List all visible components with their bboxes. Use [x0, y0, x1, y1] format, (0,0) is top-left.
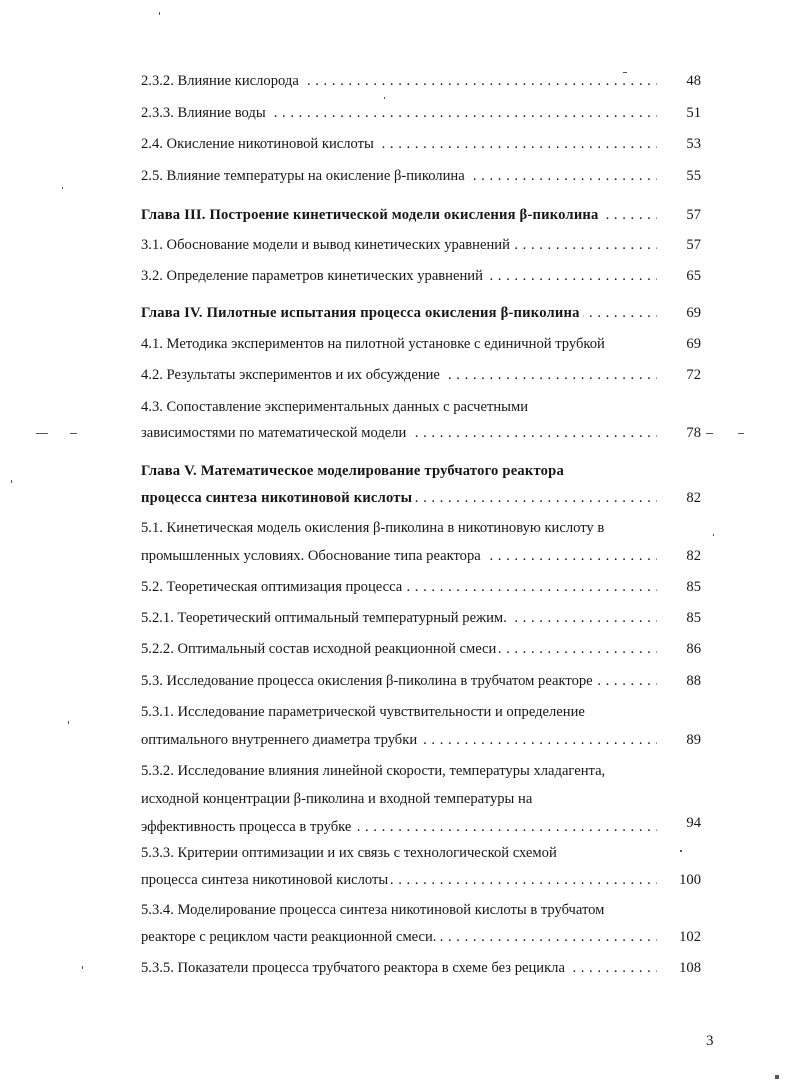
- toc-chapter-heading: . . . Глава IV. Пилотные испытания процесса окисления β-пиколина 69: [141, 302, 701, 324]
- toc-page-number: 78: [657, 422, 701, 444]
- scan-speck: [62, 187, 63, 189]
- page-number: 3: [706, 1033, 714, 1049]
- scan-speck: [68, 721, 69, 724]
- toc-entry: . . . 5.2.1. Теоретический оптимальный температурный режим. 85: [141, 607, 701, 629]
- toc-page-number: 100: [657, 869, 701, 891]
- toc-page-number: 88: [657, 670, 701, 692]
- toc-entry: 5.1. Кинетическая модель окисления β-пиколина в никотиновую кислоту в: [141, 517, 701, 539]
- toc-page-number: 51: [657, 102, 701, 124]
- toc-page-number: 89: [657, 729, 701, 751]
- toc-page-number: 69: [657, 302, 701, 324]
- toc-page-number: 53: [657, 133, 701, 155]
- toc-entry-continued: исходной концентрации β-пиколина и входной температуры на: [141, 788, 701, 810]
- toc-entry: 5.3.2. Исследование влияния линейной скорости, температуры хладагента,: [141, 760, 701, 782]
- toc-page-number: 55: [657, 165, 701, 187]
- scan-speck: [775, 1075, 779, 1079]
- toc-chapter-heading: . . . Глава III. Построение кинетической модели окисления β-пиколина 57: [141, 204, 701, 226]
- toc-entry: 4.3. Сопоставление экспериментальных данных с расчетными: [141, 396, 701, 418]
- scan-speck: [738, 433, 744, 434]
- toc-entry: . . . 3.2. Определение параметров кинетических уравнений 65: [141, 265, 701, 287]
- toc-entry: . . . 2.4. Окисление никотиновой кислоты 53: [141, 133, 701, 155]
- toc-entry-continued: . . . эффективность процесса в трубке 94: [141, 816, 701, 838]
- toc-entry: 5.3.3. Критерии оптимизации и их связь с технологической схемой: [141, 842, 701, 864]
- toc-entry: 5.3.4. Моделирование процесса синтеза никотиновой кислоты в трубчатом: [141, 899, 701, 921]
- scan-speck: [82, 966, 83, 969]
- toc-page-number: 57: [657, 234, 701, 256]
- toc-entry: . . . 5.3. Исследование процесса окисления β-пиколина в трубчатом реакторе 88: [141, 670, 701, 692]
- toc-entry: . . . 2.3.2. Влияние кислорода 48: [141, 70, 701, 92]
- toc-page-number: 82: [657, 545, 701, 567]
- toc-entry-continued: . . . зависимостями по математической модели 78: [141, 422, 701, 444]
- scan-speck: [384, 97, 385, 99]
- toc-page-number: 48: [657, 70, 701, 92]
- toc-page-number: 82: [657, 487, 701, 509]
- toc-entry: . . . 2.3.3. Влияние воды 51: [141, 102, 701, 124]
- toc-page-number: 102: [657, 926, 701, 948]
- toc-entry: . . . 4.2. Результаты экспериментов и их обсуждение 72: [141, 364, 701, 386]
- scan-speck: [713, 534, 714, 536]
- scan-speck: [36, 433, 48, 434]
- toc-page-number: 69: [657, 333, 701, 355]
- toc-page-number: 72: [657, 364, 701, 386]
- toc-chapter-heading-continued: . . . процесса синтеза никотиновой кислоты 82: [141, 487, 701, 509]
- toc-entry-continued: . . . реакторе с рециклом части реакционной смеси. 102: [141, 926, 701, 948]
- toc-page-number: 108: [657, 957, 701, 979]
- toc-entry: . . . 5.2. Теоретическая оптимизация процесса 85: [141, 576, 701, 598]
- scan-speck: [159, 12, 160, 15]
- scan-speck: [11, 480, 12, 483]
- scan-speck: [70, 433, 77, 434]
- toc-page-number: 65: [657, 265, 701, 287]
- toc-page-number: 86: [657, 638, 701, 660]
- toc-entry: . . . 3.1. Обоснование модели и вывод кинетических уравнений 57: [141, 234, 701, 256]
- scan-speck: [623, 72, 627, 73]
- toc-page-number: 85: [657, 607, 701, 629]
- toc-page-number: 85: [657, 576, 701, 598]
- toc-entry: 4.1. Методика экспериментов на пилотной установке с единичной трубкой 69: [141, 333, 701, 355]
- toc-entry-continued: . . . промышленных условиях. Обоснование типа реактора 82: [141, 545, 701, 567]
- toc-page-number: 57: [657, 204, 701, 226]
- toc-chapter-heading: Глава V. Математическое моделирование трубчатого реактора: [141, 460, 701, 482]
- toc-entry: . . . 5.2.2. Оптимальный состав исходной реакционной смеси 86: [141, 638, 701, 660]
- scan-speck: [706, 433, 713, 434]
- scan-speck: [680, 850, 682, 852]
- toc-entry-continued: . . . оптимального внутреннего диаметра трубки 89: [141, 729, 701, 751]
- toc-entry: 5.3.1. Исследование параметрической чувствительности и определение: [141, 701, 701, 723]
- toc-entry-continued: . . . процесса синтеза никотиновой кислоты 100: [141, 869, 701, 891]
- toc-entry: . . . 5.3.5. Показатели процесса трубчатого реактора в схеме без рецикла 108: [141, 957, 701, 979]
- toc-entry: . . . 2.5. Влияние температуры на окисление β-пиколина 55: [141, 165, 701, 187]
- toc-page-number: 94: [657, 816, 701, 834]
